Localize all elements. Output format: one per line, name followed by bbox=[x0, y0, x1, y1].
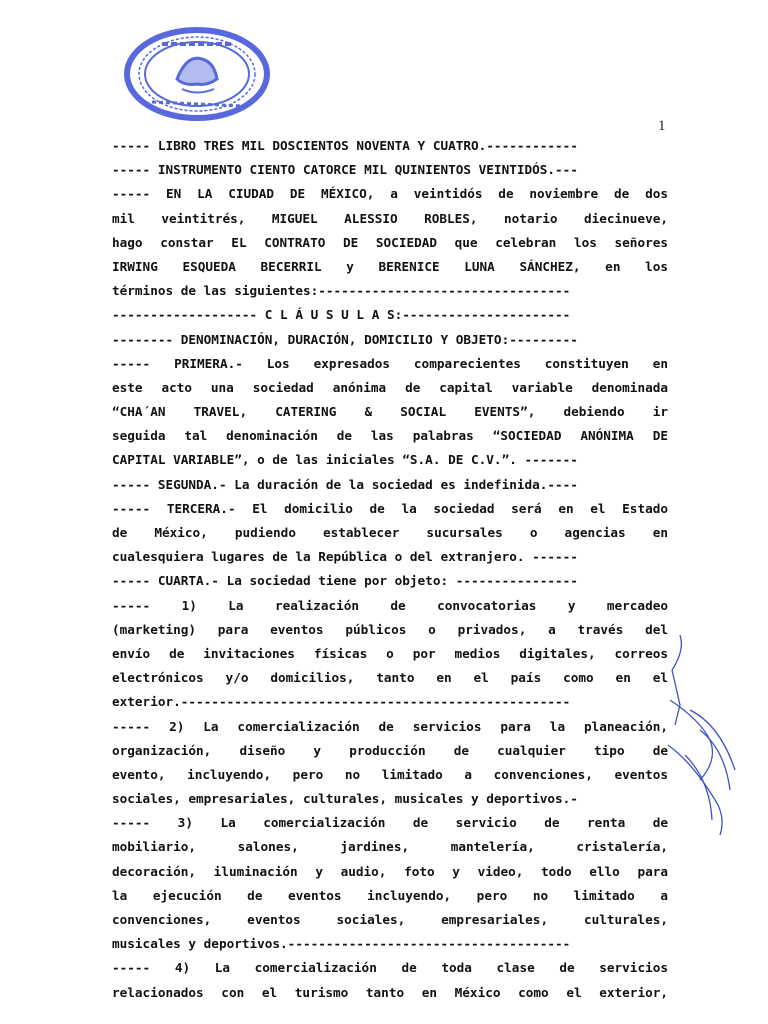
text-line: sociales, empresariales, culturales, musicales y deportivos.- bbox=[112, 791, 578, 807]
signature-icon bbox=[640, 630, 740, 850]
text-line: (marketing) para eventos públicos o privados, a través del bbox=[112, 621, 668, 637]
text-line: ----- SEGUNDA.- La duración de la sociedad es indefinida.---- bbox=[112, 476, 578, 492]
text-line: ----- TERCERA.- El domicilio de la sociedad será en el Estado bbox=[112, 500, 668, 516]
text-line: ----- LIBRO TRES MIL DOSCIENTOS NOVENTA Y CUATRO.------------ bbox=[112, 138, 578, 153]
text-line: mil veintitrés, MIGUEL ALESSIO ROBLES, notario diecinueve, bbox=[112, 210, 668, 226]
notary-seal-icon bbox=[122, 24, 272, 124]
text-line: este acto una sociedad anónima de capital variable denominada bbox=[112, 379, 668, 395]
text-line: ----- CUARTA.- La sociedad tiene por objeto: ---------------- bbox=[112, 573, 578, 589]
text-line: de México, pudiendo establecer sucursales o agencias en bbox=[112, 525, 668, 540]
page-number: 1 bbox=[658, 118, 666, 134]
text-line: ----- EN LA CIUDAD DE MÉXICO, a veintidós de noviembre de dos bbox=[112, 186, 668, 202]
document-body bbox=[112, 134, 668, 1005]
text-line: convenciones, eventos sociales, empresariales, culturales, bbox=[112, 912, 668, 927]
text-line: ----- INSTRUMENTO CIENTO CATORCE MIL QUINIENTOS VEINTIDÓS.--- bbox=[112, 162, 578, 178]
text-line: ----- 3) La comercialización de servicio de renta de bbox=[112, 815, 668, 831]
text-line: ----- 4) La comercialización de toda clase de servicios bbox=[112, 960, 668, 976]
text-line: organización, diseño y producción de cualquier tipo de bbox=[112, 742, 668, 758]
text-line: relacionados con el turismo tanto en México como el exterior, bbox=[112, 984, 668, 1000]
text-line: seguida tal denominación de las palabras “SOCIEDAD ANÓNIMA DE bbox=[112, 428, 668, 444]
text-line: términos de las siguientes:--------------------------------- bbox=[112, 283, 571, 299]
text-line: mobiliario, salones, jardines, mantelería, cristalería, bbox=[112, 839, 668, 855]
text-line: exterior.--------------------------------------------------- bbox=[112, 694, 571, 710]
text-line: hago constar EL CONTRATO DE SOCIEDAD que celebran los señores bbox=[112, 234, 668, 250]
text-line: envío de invitaciones físicas o por medios digitales, correos bbox=[112, 645, 668, 661]
text-line: ----- PRIMERA.- Los expresados comparecientes constituyen en bbox=[112, 355, 668, 371]
text-line: la ejecución de eventos incluyendo, pero no limitado a bbox=[112, 887, 668, 903]
text-line: ----- 1) La realización de convocatorias y mercadeo bbox=[112, 597, 668, 613]
text-line: IRWING ESQUEDA BECERRIL y BERENICE LUNA SÁNCHEZ, en los bbox=[112, 258, 668, 274]
text-line: ----- 2) La comercialización de servicios para la planeación, bbox=[112, 718, 668, 734]
text-line: cualesquiera lugares de la República o del extranjero. ------ bbox=[112, 549, 578, 565]
text-line: CAPITAL VARIABLE”, o de las iniciales “S.A. DE C.V.”. ------- bbox=[112, 452, 578, 468]
text-line: musicales y deportivos.------------------------------------- bbox=[112, 936, 571, 952]
section-heading: -------- DENOMINACIÓN, DURACIÓN, DOMICILIO Y OBJETO:--------- bbox=[112, 331, 578, 347]
text-line: decoración, iluminación y audio, foto y video, todo ello para bbox=[112, 863, 668, 879]
clauses-heading: ------------------- C L Á U S U L A S:---------------------- bbox=[112, 307, 571, 323]
text-line: evento, incluyendo, pero no limitado a convenciones, eventos bbox=[112, 766, 668, 782]
text-line: “CHA´AN TRAVEL, CATERING & SOCIAL EVENTS”, debiendo ir bbox=[112, 404, 668, 420]
text-line: electrónicos y/o domicilios, tanto en el país como en el bbox=[112, 670, 668, 686]
